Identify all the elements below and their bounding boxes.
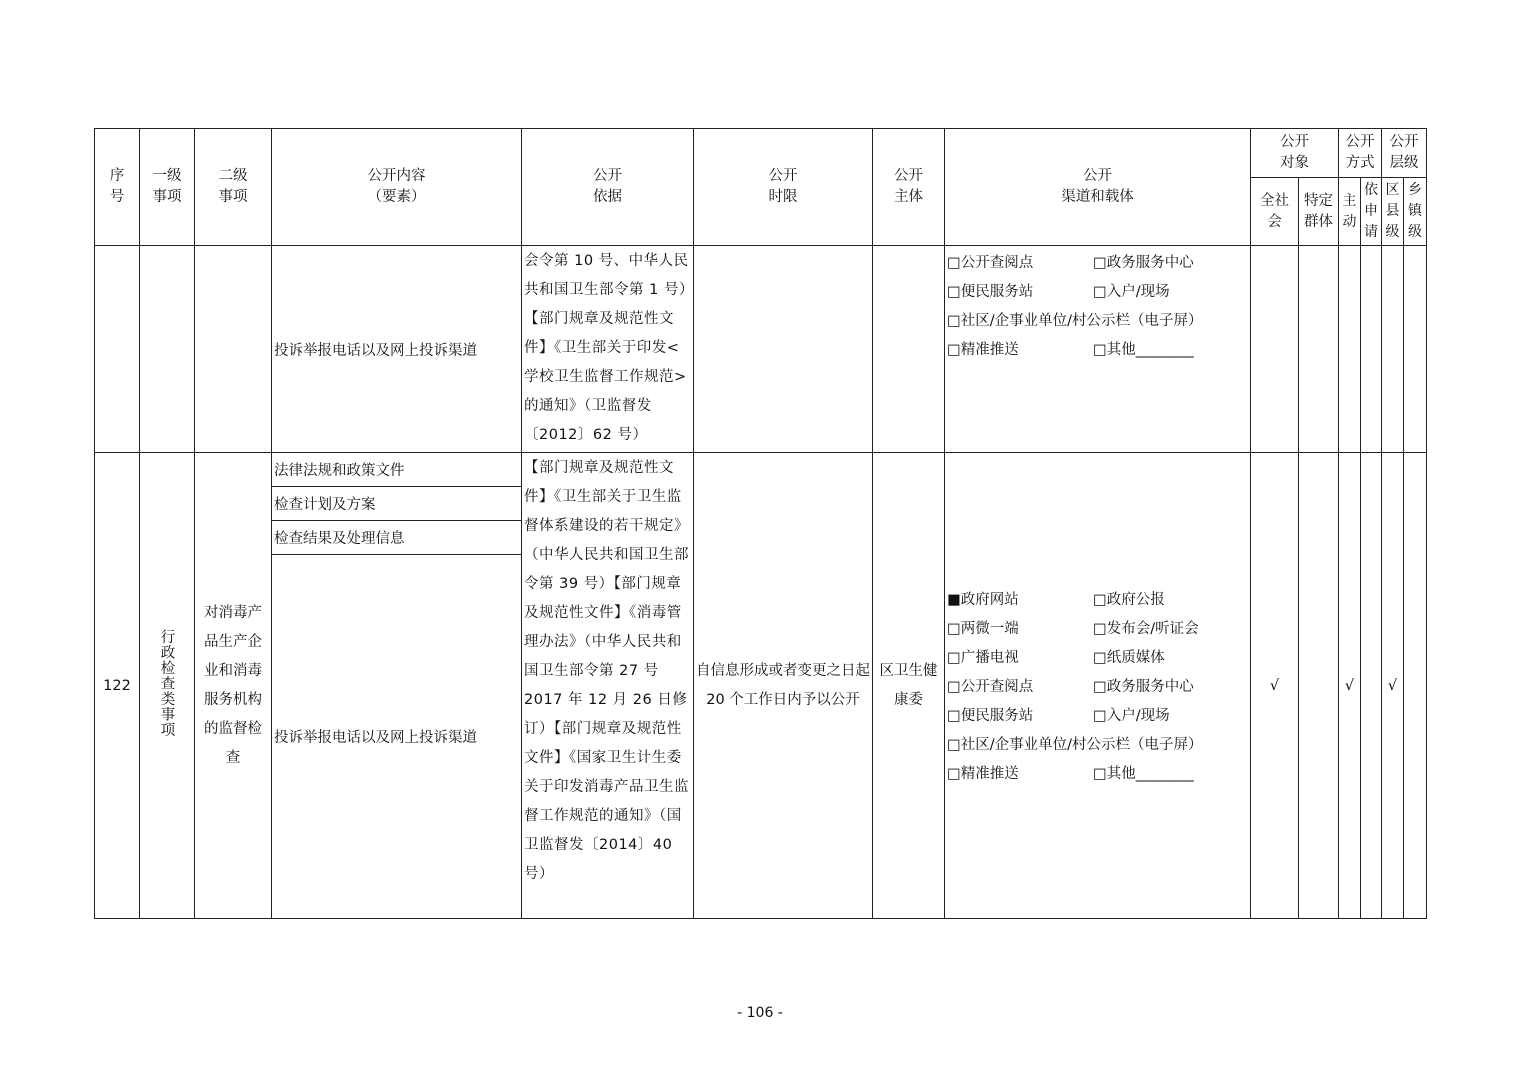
header-content: 公开内容 （要素） [272, 129, 522, 246]
cont-level1-cell [140, 246, 195, 453]
content-item: 法律法规和政策文件 [272, 453, 522, 487]
row-basis: 【部门规章及规范性文件】《卫生部关于卫生监督体系建设的若干规定》（中华人民共和国卫生部令第 39 号）【部门规章及规范性文件】《消毒管理办法》（中华人民共和国卫生部令第 27 号 2017 年 12 月 26 日修订）【部门规章及规范性文件】《国家卫生计生委关于印发消毒产品卫生监督工作规范的通知》（国卫监督发〔2014〕40 号） [522, 453, 694, 919]
row-seq: 122 [95, 453, 140, 919]
channel-row [947, 247, 1248, 276]
header-time-limit: 公开 时限 [694, 129, 873, 246]
channel-option: □公开查阅点 [947, 255, 1034, 271]
cont-content: 投诉举报电话以及网上投诉渠道 [272, 246, 522, 453]
row-level-district: √ [1382, 453, 1404, 919]
channel-option: □政府公报 [1093, 592, 1165, 608]
channel-option: □其他________ [1093, 342, 1194, 358]
channel-row [947, 276, 1248, 305]
channel-row [947, 305, 1248, 334]
channel-row [947, 613, 1248, 642]
channel-option: □社区/企事业单位/村公示栏（电子屏） [947, 313, 1203, 329]
channel-row [947, 758, 1248, 787]
channel-option: □纸质媒体 [1093, 650, 1165, 666]
header-level-district: 区 县 级 [1382, 178, 1404, 246]
cont-method-active-cell [1339, 246, 1361, 453]
row-level1-cell [140, 453, 195, 919]
channel-option: □便民服务站 [947, 284, 1034, 300]
header-method-active: 主 动 [1339, 178, 1361, 246]
channel-option: □社区/企事业单位/村公示栏（电子屏） [947, 737, 1203, 753]
channel-row [947, 584, 1248, 613]
header-target-specific: 特定 群体 [1299, 178, 1339, 246]
cont-basis: 会令第 10 号、中华人民共和国卫生部令第 1 号）【部门规章及规范性文件】《卫生部关于印发<学校卫生监督工作规范>的通知》（卫监督发〔2012〕62 号） [522, 246, 694, 453]
cont-level-town-cell [1404, 246, 1427, 453]
header-level1: 一级 事项 [140, 129, 195, 246]
cont-time-cell [694, 246, 873, 453]
channel-option: □入户/现场 [1093, 284, 1170, 300]
header-level: 公开 层级 [1382, 129, 1427, 178]
header-level-town: 乡 镇 级 [1404, 178, 1427, 246]
channel-row [947, 729, 1248, 758]
channel-option: □两微一端 [947, 621, 1019, 637]
header-channel: 公开 渠道和载体 [945, 129, 1251, 246]
table-row-continued [95, 246, 1427, 453]
content-item: 检查计划及方案 [272, 487, 522, 521]
cont-target-specific-cell [1299, 246, 1339, 453]
cont-level2-cell [195, 246, 272, 453]
channel-option: □政务服务中心 [1093, 255, 1194, 271]
channel-row [947, 700, 1248, 729]
channel-option: ■政府网站 [947, 592, 1019, 608]
channel-option: □其他________ [1093, 766, 1194, 782]
channel-option: □广播电视 [947, 650, 1019, 666]
header-method: 公开 方式 [1339, 129, 1382, 178]
header-target-all: 全社 会 [1251, 178, 1299, 246]
channel-row [947, 334, 1248, 363]
header-seq: 序 号 [95, 129, 140, 246]
cont-seq-cell [95, 246, 140, 453]
channel-row [947, 671, 1248, 700]
row-method-active: √ [1339, 453, 1361, 919]
channel-option: □便民服务站 [947, 708, 1034, 724]
channel-option: □政务服务中心 [1093, 679, 1194, 695]
content-item: 投诉举报电话以及网上投诉渠道 [272, 555, 522, 919]
row-level2: 对消毒产品生产企业和消毒服务机构的监督检查 [195, 453, 272, 919]
row-method-request [1361, 453, 1382, 919]
header-level2: 二级 事项 [195, 129, 272, 246]
header-subject: 公开 主体 [873, 129, 945, 246]
header-target: 公开 对象 [1251, 129, 1339, 178]
cont-method-request-cell [1361, 246, 1382, 453]
cont-channel-cell [945, 246, 1251, 453]
header-method-request: 依 申 请 [1361, 178, 1382, 246]
channel-option: □公开查阅点 [947, 679, 1034, 695]
row-channel-cell [945, 453, 1251, 919]
channel-option: □发布会/听证会 [1093, 621, 1199, 637]
channel-option: □精准推送 [947, 766, 1019, 782]
cont-level-district-cell [1382, 246, 1404, 453]
row-level-town [1404, 453, 1427, 919]
row-target-all: √ [1251, 453, 1299, 919]
row-subject: 区卫生健康委 [873, 453, 945, 919]
channel-row [947, 642, 1248, 671]
disclosure-table [94, 128, 1427, 919]
row-target-specific [1299, 453, 1339, 919]
row-time-limit: 自信息形成或者变更之日起 20 个工作日内予以公开 [694, 453, 873, 919]
cont-target-all-cell [1251, 246, 1299, 453]
row-level1: 行政检查类事项 [158, 629, 175, 738]
channel-option: □入户/现场 [1093, 708, 1170, 724]
channel-option: □精准推送 [947, 342, 1019, 358]
content-item: 检查结果及处理信息 [272, 521, 522, 555]
page-number: - 106 - [737, 1005, 783, 1021]
cont-subject-cell [873, 246, 945, 453]
header-basis: 公开 依据 [522, 129, 694, 246]
table-row-122 [95, 453, 1427, 487]
